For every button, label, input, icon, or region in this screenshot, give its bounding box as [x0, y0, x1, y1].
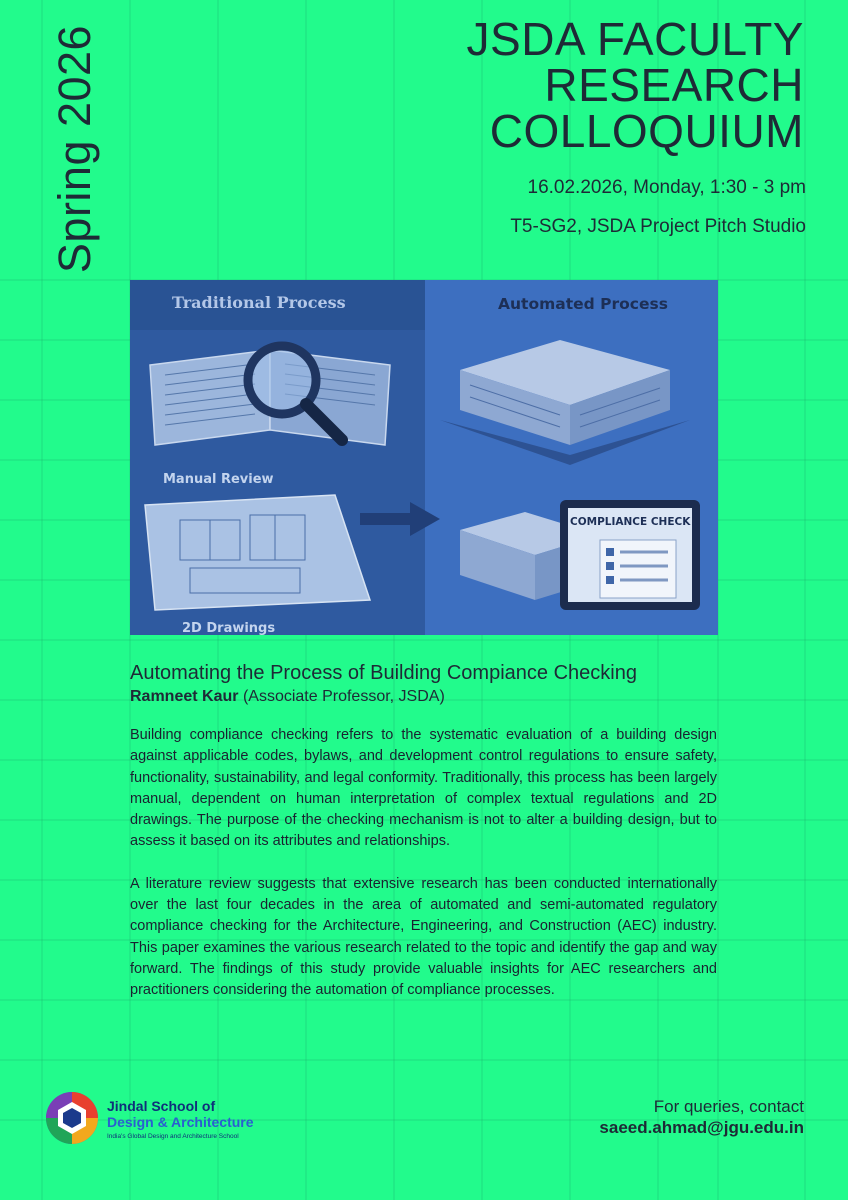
event-date-time: 16.02.2026, Monday, 1:30 - 3 pm [527, 177, 806, 198]
speaker-role: (Associate Professor, JSDA) [242, 688, 445, 705]
contact-label: For queries, contact [653, 1097, 804, 1116]
season-label [46, 14, 104, 284]
traditional-heading: Traditional Process [172, 293, 346, 312]
title-line-2: RESEARCH [544, 59, 804, 111]
season-text: Spring 2026 [49, 24, 101, 274]
abstract-paragraph-1: Building compliance checking refers to the systematic evaluation of a building design against applicable codes, bylaws, and development control regulations to ensure safety, functionality, sustainability, and legal conformity. Traditionally, this process has been largely manual, dependent on human interpretation of complex textual regulations and 2D drawings. The purpose of the checking mechanism is not to alter a building design, but to assess it based on its attributes and relationships. [130, 727, 717, 850]
talk-title: Automating the Process of Building Compiance Checking [130, 662, 637, 684]
logo-line-2: Design & Architecture [107, 1114, 254, 1130]
compliance-check-label: COMPLIANCE CHECK [570, 516, 691, 528]
jsda-logo-icon [44, 1090, 100, 1146]
process-illustration [130, 280, 718, 635]
contact-block [599, 1097, 804, 1138]
abstract-paragraph-2: A literature review suggests that extensive research has been conducted internationally over the last four decades in the area of automated and semi-automated regulatory compliance checking for the Architecture, Engineering, and Construction (AEC) industry. This paper examines the various research related to the topic and identify the gap and way forward. The findings of this study provide valuable insights for AEC researchers and practitioners considering the automation of compliance processes. [130, 875, 717, 999]
blueprint-icon [145, 495, 370, 610]
logo-tagline: India's Global Design and Architecture School [107, 1133, 239, 1140]
drawings-label: 2D Drawings [182, 621, 276, 635]
poster-title [466, 13, 804, 157]
contact-email[interactable]: saeed.ahmad@jgu.edu.in [599, 1118, 804, 1137]
automated-heading: Automated Process [498, 295, 668, 313]
school-logo-text [107, 1098, 254, 1141]
title-line-3: COLLOQUIUM [489, 105, 804, 157]
abstract [130, 725, 717, 1023]
event-venue: T5-SG2, JSDA Project Pitch Studio [510, 216, 806, 237]
speaker-name: Ramneet Kaur [130, 688, 239, 705]
speaker-line [130, 688, 445, 706]
logo-line-1: Jindal School of [107, 1098, 216, 1114]
manual-review-label: Manual Review [163, 472, 274, 487]
title-line-1: JSDA FACULTY [466, 13, 804, 65]
